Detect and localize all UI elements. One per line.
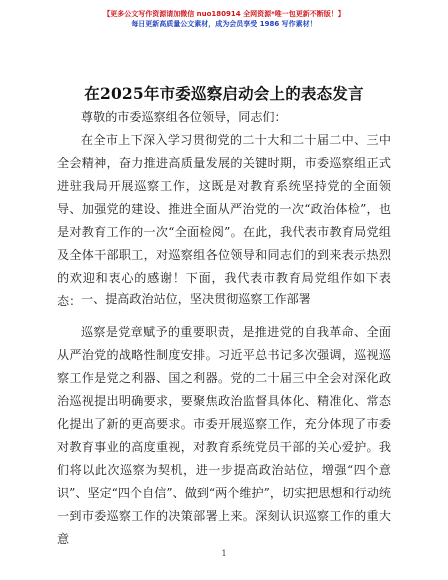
paragraph-intro: 在全市上下深入学习贯彻党的二十大和二十届二中、三中全会精神，奋力推进高质量发展的关键时期，市委巡察组正式进驻我局开展巡察工作，这既是对教育系统坚持党的全面领导、加强党的建设、推进全面从严治党的一次“政治体检”，也是对教育工作的一次“全面检阅”。在此，我代表市教育局党组及全体干部职工，对巡察组各位领导和同志们的到来表示热烈的欢迎和衷心的感谢！下面，我代表市教育局党组作如下表态： (57, 133, 391, 308)
section-heading: 一、提高政治站位，坚决贯彻巡察工作部署 (81, 292, 311, 306)
paragraph-body: 巡察是党章赋予的重要职责，是推进党的自我革命、全面从严治党的战略性制度安排。习近平总书记多次强调，巡视巡察工作是党之利器、国之利器。党的二十届三中全会对深化政治巡视提出明确要求，要聚焦政治监督具体化、精准化、常态化提出了新的更高要求。市委开展巡察工作，充分体现了市委对教育事业的高度重视，对教育系统党员干部的关心爱护。我们将以此次巡察为契机，进一步提高政治站位，增强“四个意识”、坚定“四个自信”、做到“两个维护”，切实把思想和行动统一到市委巡察工作的决策部署上来。深刻认识巡察工作的重大意 (57, 325, 391, 546)
promo-banner-line-1: 【更多公文写作资源请加微信 nuo180914 全网资源*唯一包更新不断版！】 (103, 10, 345, 18)
document-title: 在2025年市委巡察启动会上的表态发言 (84, 84, 364, 103)
page-number: 1 (221, 549, 227, 558)
promo-banner-line-2: 每日更新高质量公文素材，成为会员享受 1986 写作素材！ (131, 20, 317, 28)
salutation: 尊敬的市委巡察组各位领导，同志们： (81, 110, 287, 124)
